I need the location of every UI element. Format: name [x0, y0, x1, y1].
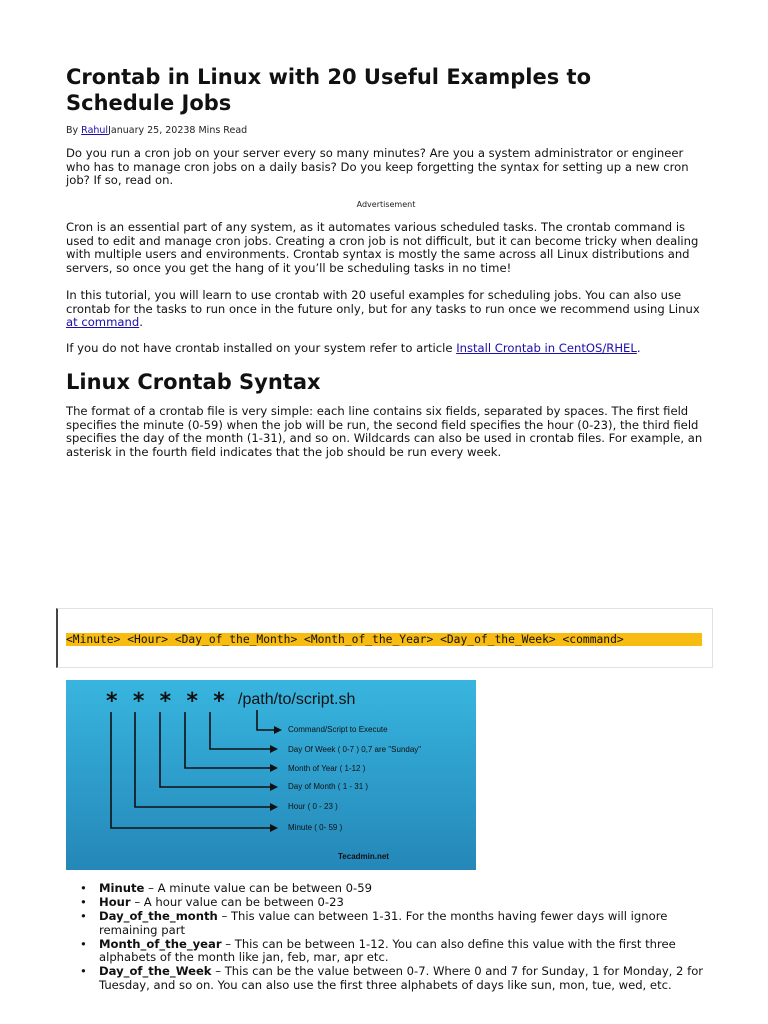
cron-paragraph: Cron is an essential part of any system, as it automates various scheduled tasks. The crontab command is used to edit and manage cron jobs. Creating a cron job is not difficult, but it can become tricky when dealing with multiple users and environments. Crontab syntax is mostly the same across all Linux distributions and servers, so once you get the hang of it you’ll be scheduling tasks in no time!	[66, 220, 699, 275]
intro-paragraph: Do you run a cron job on your server every so many minutes? Are you a system administrator or engineer who has to manage cron jobs on a daily basis? Do you keep forgetting the syntax for setting up a new cron job? If so, read on.	[66, 146, 689, 188]
bullet: •	[80, 895, 87, 909]
list-item	[80, 938, 710, 965]
diagram-arrowheads	[270, 726, 282, 832]
arrow-command	[274, 726, 282, 734]
label-month: Month of Year ( 1-12 )	[288, 764, 366, 773]
arrow-minute	[270, 824, 278, 832]
page-title: Crontab in Linux with 20 Useful Examples to Schedule Jobs	[66, 65, 592, 115]
fields-list	[80, 882, 710, 993]
byline-prefix: By	[66, 125, 82, 136]
crontab-diagram	[66, 680, 476, 870]
code-line: <Minute> <Hour> <Day_of_the_Month> <Month_of_the_Year> <Day_of_the_Week> <command>	[66, 633, 702, 646]
arrow-hour	[270, 803, 278, 811]
field-desc: – A hour value can be between 0-23	[130, 895, 344, 909]
install-paragraph	[66, 342, 706, 356]
code-block	[56, 608, 713, 668]
diagram-svg	[66, 680, 476, 870]
diagram-watermark: Tecadmin.net	[338, 852, 389, 861]
list-item	[80, 896, 710, 910]
bullet: •	[80, 964, 87, 978]
field-desc: – A minute value can be between 0-59	[144, 881, 372, 895]
field-term: Hour	[99, 895, 131, 909]
line-command	[257, 710, 274, 730]
diagram-stars: * * * * *	[106, 689, 225, 714]
label-day-of-month: Day of Month ( 1 - 31 )	[288, 782, 369, 791]
field-term: Minute	[99, 881, 145, 895]
at-command-link[interactable]: at command	[66, 315, 140, 330]
label-minute: Minute ( 0- 59 )	[288, 823, 343, 832]
field-term: Month_of_the_year	[99, 936, 222, 951]
advertisement-label: Advertisement	[356, 200, 416, 209]
list-item	[80, 910, 710, 937]
arrow-day-of-month	[270, 783, 278, 791]
field-desc: – This can be the value between 0-7. Where 0 and 7 for Sunday, 1 for Monday, 2 for Tuesday, and so on. You can also use the first three alphabets of days like sun, mon, tue, wed, etc.	[99, 964, 704, 992]
install-crontab-link[interactable]: Install Crontab in CentOS/RHEL	[456, 341, 637, 355]
tutorial-paragraph	[66, 289, 706, 330]
field-desc: – This value can between 1-31. For the months having fewer days will ignore remaining part	[99, 909, 668, 937]
byline	[66, 125, 247, 136]
diagram-lines	[111, 710, 274, 828]
field-term: Day_of_the_month	[99, 909, 218, 923]
list-item	[80, 965, 710, 992]
bullet: •	[80, 881, 87, 895]
label-day-of-week: Day Of Week ( 0-7 ) 0,7 are "Sunday"	[288, 745, 422, 754]
field-term: Day_of_the_Week	[99, 964, 212, 978]
read-time: 8 Mins Read	[189, 125, 248, 136]
author-link[interactable]: Rahul	[81, 125, 109, 136]
label-command: Command/Script to Execute	[288, 725, 388, 734]
tutorial-text: In this tutorial, you will learn to use crontab with 20 useful examples for scheduling jobs. You can also use crontab for the tasks to run once in the future only, but for any tasks to run once we recommend using Linux	[66, 288, 700, 316]
install-text: If you do not have crontab installed on your system refer to article	[66, 341, 457, 355]
diagram-path: /path/to/script.sh	[238, 691, 356, 708]
arrow-day-of-week	[270, 745, 278, 753]
bullet: •	[80, 909, 87, 923]
arrow-month	[270, 764, 278, 772]
bullet: •	[80, 936, 87, 951]
line-hour	[135, 712, 270, 807]
label-hour: Hour ( 0 - 23 )	[288, 802, 338, 811]
field-desc: – This can be between 1-12. You can also define this value with the first three alphabets of the month like jan, feb, mar, apr etc.	[99, 936, 676, 964]
tutorial-end: .	[139, 315, 143, 330]
post-date: January 25, 2023	[108, 125, 190, 136]
install-end: .	[636, 341, 641, 355]
list-item	[80, 882, 710, 896]
section-heading: Linux Crontab Syntax	[66, 370, 321, 394]
format-paragraph: The format of a crontab file is very simple: each line contains six fields, separated by spaces. The first field specifies the minute (0-59) when the job will be run, the second field specifies the hour (0-23), the third field specifies the day of the month (1-31), and so on. Wildcards can also be used in crontab files. For example, an asterisk in the fourth field indicates that the job should be run every week.	[66, 404, 703, 459]
